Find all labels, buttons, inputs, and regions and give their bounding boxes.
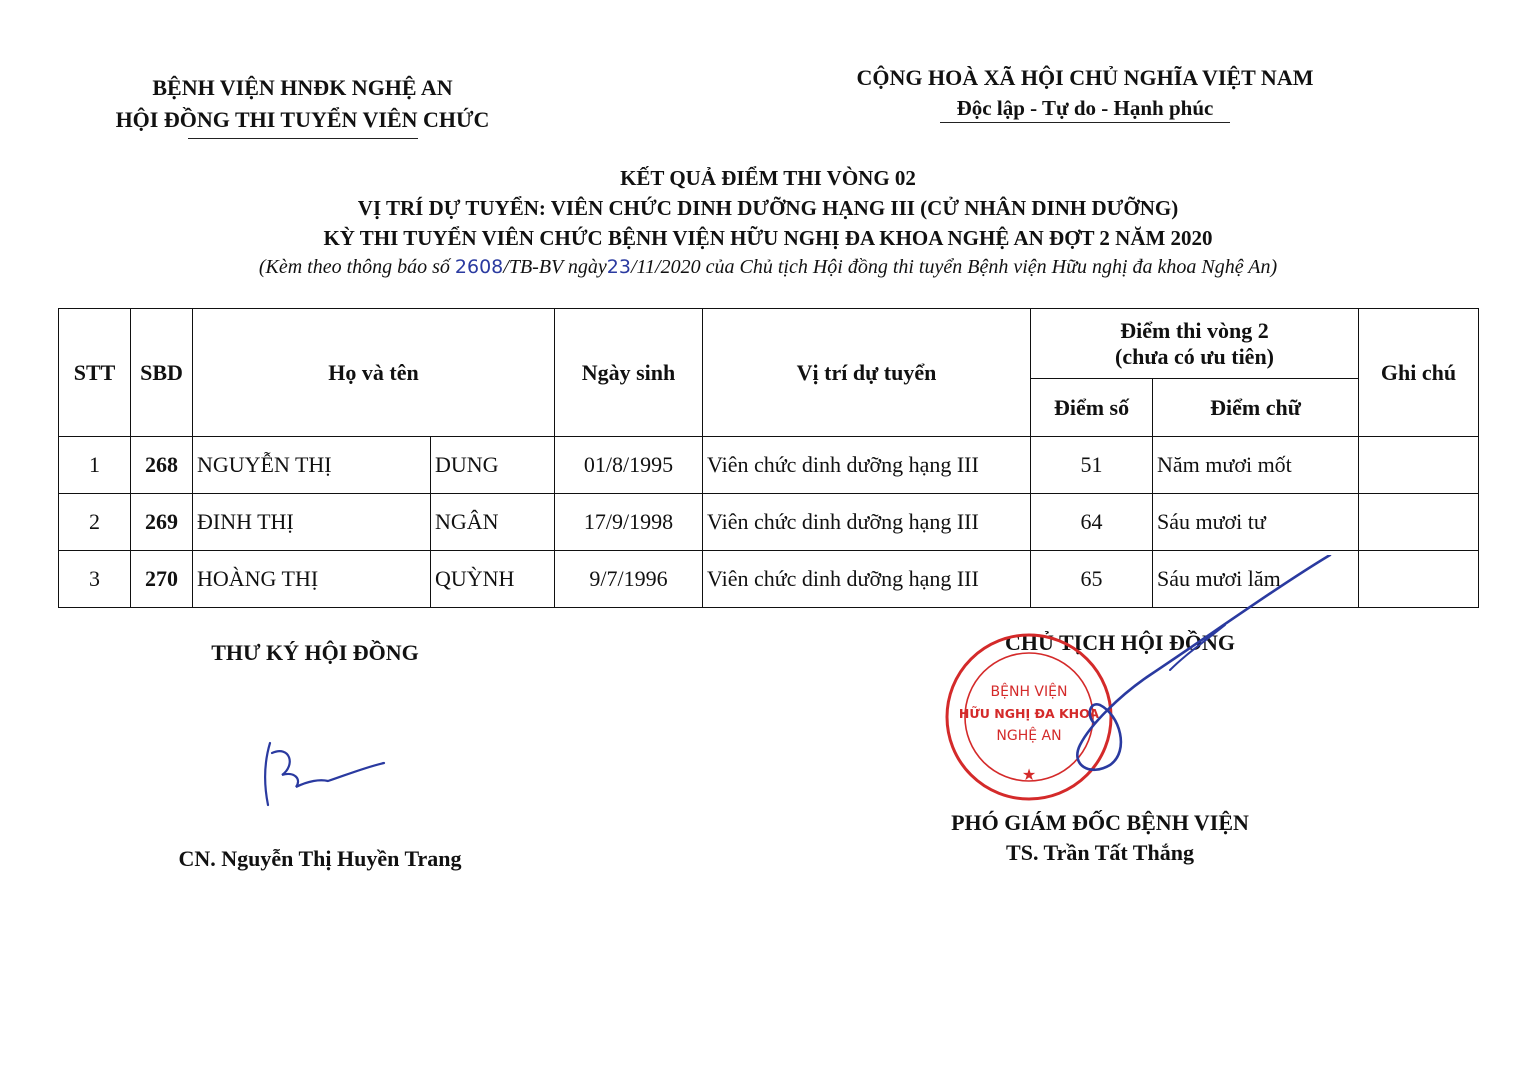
cell-position: Viên chức dinh dưỡng hạng III [703,494,1031,551]
cell-surname: HOÀNG THỊ [193,551,431,608]
cell-surname: ĐINH THỊ [193,494,431,551]
cell-stt: 1 [59,437,131,494]
col-header-score-text: Điểm chữ [1153,379,1359,437]
col-header-position: Vị trí dự tuyển [703,309,1031,437]
secretary-signature-image [250,735,400,815]
secretary-name: CN. Nguyễn Thị Huyền Trang [178,846,462,871]
cell-position: Viên chức dinh dưỡng hạng III [703,437,1031,494]
secretary-title: THƯ KÝ HỘI ĐỒNG [211,640,419,665]
cell-sbd: 270 [131,551,193,608]
svg-text:HỮU NGHỊ ĐA KHOA: HỮU NGHỊ ĐA KHOA [958,706,1100,721]
cell-sbd: 269 [131,494,193,551]
reference-note [0,253,1536,281]
motto-underline [940,122,1230,123]
col-header-stt: STT [59,309,131,437]
chairman-role: PHÓ GIÁM ĐỐC BỆNH VIỆN [951,810,1249,835]
col-header-sbd: SBD [131,309,193,437]
document-title-block [0,163,1536,281]
national-header [820,62,1350,123]
score-group-line2: (chưa có ưu tiên) [1115,343,1275,369]
reference-prefix: (Kèm theo thông báo số [258,256,455,278]
org-name: BỆNH VIỆN HNĐK NGHỆ AN [152,75,453,100]
chairman-name: TS. Trần Tất Thắng [1006,840,1194,865]
cell-stt: 2 [59,494,131,551]
table-header-row [59,309,1479,379]
cell-position: Viên chức dinh dưỡng hạng III [703,551,1031,608]
cell-stt: 3 [59,551,131,608]
cell-note [1359,551,1479,608]
cell-note [1359,437,1479,494]
council-name: HỘI ĐỒNG THI TUYỂN VIÊN CHỨC [115,107,490,132]
national-motto: Độc lập - Tự do - Hạnh phúc [956,96,1214,120]
cell-score: 51 [1031,437,1153,494]
col-header-note: Ghi chú [1359,309,1479,437]
reference-number: 2608 [454,256,504,278]
chairman-title: CHỦ TỊCH HỘI ĐỒNG [1004,630,1235,655]
chairman-signature-block [900,808,1300,868]
cell-given-name: QUỲNH [431,551,555,608]
cell-note [1359,494,1479,551]
cell-dob: 01/8/1995 [555,437,703,494]
col-header-dob: Ngày sinh [555,309,703,437]
col-header-score-group [1031,309,1359,379]
cell-score-text: Sáu mươi lăm [1153,551,1359,608]
document-title: KẾT QUẢ ĐIỂM THI VÒNG 02 [620,166,916,190]
svg-text:BỆNH VIỆN: BỆNH VIỆN [990,684,1068,700]
cell-score: 64 [1031,494,1153,551]
cell-dob: 17/9/1998 [555,494,703,551]
svg-text:★: ★ [1021,765,1037,784]
position-title: VỊ TRÍ DỰ TUYỂN: VIÊN CHỨC DINH DƯỠNG HẠNG III (CỬ NHÂN DINH DƯỠNG) [357,196,1179,220]
exam-title: KỲ THI TUYỂN VIÊN CHỨC BỆNH VIỆN HỮU NGHỊ ĐA KHOA NGHỆ AN ĐỢT 2 NĂM 2020 [323,226,1213,250]
org-underline [188,138,418,139]
chairman-signature-image [1050,555,1350,785]
col-header-score-num: Điểm số [1031,379,1153,437]
cell-given-name: DUNG [431,437,555,494]
reference-suffix: /11/2020 của Chủ tịch Hội đồng thi tuyển Bệnh viện Hữu nghị đa khoa Nghệ An) [630,256,1278,278]
cell-score: 65 [1031,551,1153,608]
national-title: CỘNG HOÀ XÃ HỘI CHỦ NGHĨA VIỆT NAM [856,65,1314,90]
cell-given-name: NGÂN [431,494,555,551]
cell-dob: 9/7/1996 [555,551,703,608]
org-header [60,72,545,139]
score-group-line1: Điểm thi vòng 2 [1120,317,1269,343]
cell-score-text: Năm mươi mốt [1153,437,1359,494]
reference-day: 23 [606,256,631,278]
cell-sbd: 268 [131,437,193,494]
table-row [59,494,1479,551]
table-row [59,437,1479,494]
cell-score-text: Sáu mươi tư [1153,494,1359,551]
col-header-name: Họ và tên [193,309,555,437]
cell-surname: NGUYỄN THỊ [193,437,431,494]
reference-middle: /TB-BV ngày [503,256,607,278]
svg-text:NGHỆ AN: NGHỆ AN [996,728,1062,744]
